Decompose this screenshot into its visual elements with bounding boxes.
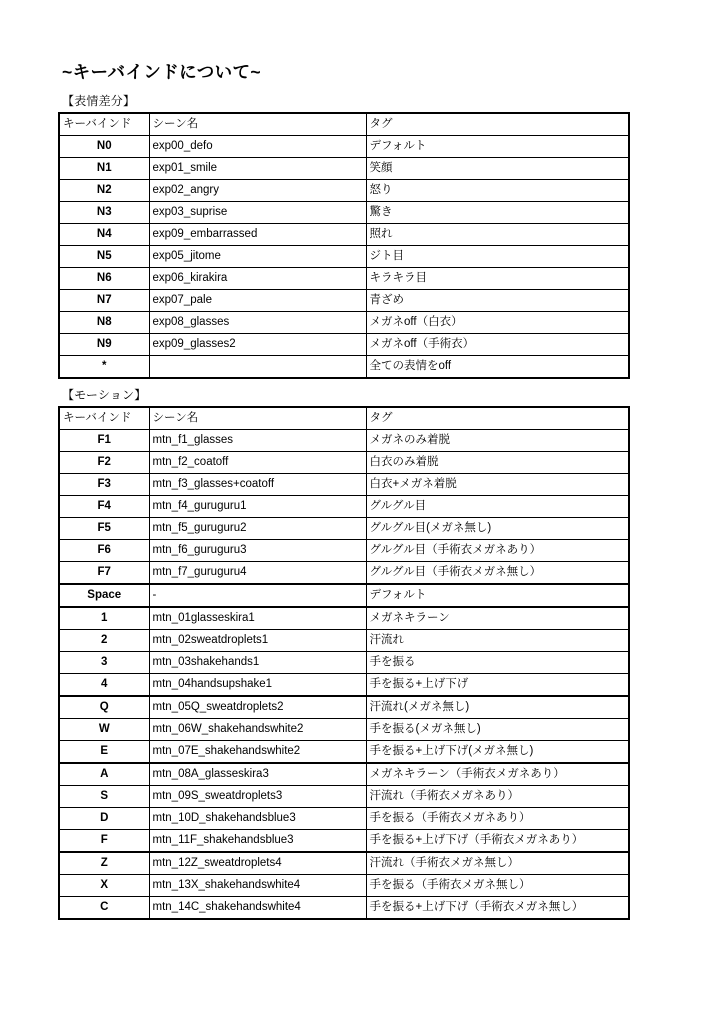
table-row xyxy=(59,180,629,202)
scene-name-cell: exp03_suprise xyxy=(149,202,366,224)
scene-name-cell: - xyxy=(149,584,366,607)
table-row xyxy=(59,584,629,607)
keybind-cell: W xyxy=(59,719,149,741)
keybind-cell: * xyxy=(59,356,149,379)
scene-name-cell: mtn_f2_coatoff xyxy=(149,452,366,474)
keybind-cell: Space xyxy=(59,584,149,607)
scene-name-cell: mtn_04handsupshake1 xyxy=(149,674,366,697)
tag-cell: 手を振る（手術衣メガネ無し） xyxy=(366,875,629,897)
tag-cell: グルグル目(メガネ無し) xyxy=(366,518,629,540)
keybind-cell: 3 xyxy=(59,652,149,674)
keybind-cell: N4 xyxy=(59,224,149,246)
table-row xyxy=(59,719,629,741)
motion-table-body xyxy=(59,430,629,920)
tag-cell: メガネのみ着脱 xyxy=(366,430,629,452)
keybind-cell: F2 xyxy=(59,452,149,474)
keybind-cell: F5 xyxy=(59,518,149,540)
table-row xyxy=(59,202,629,224)
keybind-cell: F1 xyxy=(59,430,149,452)
tag-cell: 笑顔 xyxy=(366,158,629,180)
keybind-cell: F3 xyxy=(59,474,149,496)
scene-name-cell: exp02_angry xyxy=(149,180,366,202)
tag-cell: 全ての表情をoff xyxy=(366,356,629,379)
tag-cell: メガネoff（白衣） xyxy=(366,312,629,334)
tag-cell: ジト目 xyxy=(366,246,629,268)
keybind-cell: Q xyxy=(59,696,149,719)
tag-cell: 手を振る（手術衣メガネあり） xyxy=(366,808,629,830)
keybind-cell: A xyxy=(59,763,149,786)
scene-name-cell: mtn_01glasseskira1 xyxy=(149,607,366,630)
tag-cell: 白衣+メガネ着脱 xyxy=(366,474,629,496)
table-row xyxy=(59,830,629,853)
scene-name-cell: mtn_f7_guruguru4 xyxy=(149,562,366,585)
keybind-cell: Z xyxy=(59,852,149,875)
keybind-cell: F7 xyxy=(59,562,149,585)
tag-cell: 手を振る+上げ下げ(メガネ無し) xyxy=(366,741,629,764)
table-row xyxy=(59,875,629,897)
keybind-cell: N0 xyxy=(59,136,149,158)
table-row xyxy=(59,741,629,764)
scene-name-cell: mtn_10D_shakehandsblue3 xyxy=(149,808,366,830)
keybind-cell: C xyxy=(59,897,149,920)
tag-cell: 汗流れ（手術衣メガネ無し） xyxy=(366,852,629,875)
scene-name-cell: mtn_13X_shakehandswhite4 xyxy=(149,875,366,897)
scene-name-cell: mtn_09S_sweatdroplets3 xyxy=(149,786,366,808)
tag-cell: 白衣のみ着脱 xyxy=(366,452,629,474)
keybind-cell: N2 xyxy=(59,180,149,202)
table-row xyxy=(59,518,629,540)
scene-name-cell: exp06_kirakira xyxy=(149,268,366,290)
table-row xyxy=(59,808,629,830)
scene-name-cell: mtn_12Z_sweatdroplets4 xyxy=(149,852,366,875)
scene-name-cell: mtn_07E_shakehandswhite2 xyxy=(149,741,366,764)
section-label-motion: 【モーション】 xyxy=(62,388,147,403)
scene-name-cell: exp07_pale xyxy=(149,290,366,312)
keybind-cell: N9 xyxy=(59,334,149,356)
table-row xyxy=(59,268,629,290)
scene-name-cell: mtn_f1_glasses xyxy=(149,430,366,452)
expression-table-body xyxy=(59,136,629,379)
section-label-expressions: 【表情差分】 xyxy=(62,94,136,109)
tag-cell: 手を振る(メガネ無し) xyxy=(366,719,629,741)
table-row xyxy=(59,897,629,920)
table-row xyxy=(59,652,629,674)
scene-name-cell: mtn_f4_guruguru1 xyxy=(149,496,366,518)
keybind-cell: N1 xyxy=(59,158,149,180)
tag-cell: グルグル目（手術衣メガネ無し） xyxy=(366,562,629,585)
scene-name-cell: mtn_02sweatdroplets1 xyxy=(149,630,366,652)
scene-name-cell: exp09_embarrassed xyxy=(149,224,366,246)
table-row xyxy=(59,474,629,496)
table-row xyxy=(59,496,629,518)
scene-name-cell: mtn_f3_glasses+coatoff xyxy=(149,474,366,496)
table-row xyxy=(59,607,629,630)
column-header-keybind: キーバインド xyxy=(59,113,149,136)
table-row xyxy=(59,430,629,452)
tag-cell: グルグル目（手術衣メガネあり） xyxy=(366,540,629,562)
scene-name-cell: mtn_f6_guruguru3 xyxy=(149,540,366,562)
table-row xyxy=(59,356,629,379)
scene-name-cell: mtn_03shakehands1 xyxy=(149,652,366,674)
scene-name-cell: mtn_14C_shakehandswhite4 xyxy=(149,897,366,920)
scene-name-cell: exp00_defo xyxy=(149,136,366,158)
tag-cell: 手を振る+上げ下げ（手術衣メガネあり） xyxy=(366,830,629,853)
tag-cell: 汗流れ xyxy=(366,630,629,652)
table-row xyxy=(59,224,629,246)
table-row xyxy=(59,158,629,180)
tag-cell: 手を振る+上げ下げ（手術衣メガネ無し） xyxy=(366,897,629,920)
motion-table xyxy=(58,406,630,920)
table-row xyxy=(59,452,629,474)
scene-name-cell: exp08_glasses xyxy=(149,312,366,334)
keybind-cell: N8 xyxy=(59,312,149,334)
tag-cell: 汗流れ（手術衣メガネあり） xyxy=(366,786,629,808)
tag-cell: 照れ xyxy=(366,224,629,246)
keybind-cell: X xyxy=(59,875,149,897)
scene-name-cell: mtn_11F_shakehandsblue3 xyxy=(149,830,366,853)
keybind-cell: 1 xyxy=(59,607,149,630)
scene-name-cell: exp05_jitome xyxy=(149,246,366,268)
expression-table xyxy=(58,112,630,379)
tag-cell: 青ざめ xyxy=(366,290,629,312)
table-row xyxy=(59,136,629,158)
tag-cell: キラキラ目 xyxy=(366,268,629,290)
keybind-cell: 4 xyxy=(59,674,149,697)
keybind-cell: D xyxy=(59,808,149,830)
keybind-cell: F4 xyxy=(59,496,149,518)
tag-cell: グルグル目 xyxy=(366,496,629,518)
keybind-cell: F6 xyxy=(59,540,149,562)
column-header-scene: シーン名 xyxy=(149,113,366,136)
table-row xyxy=(59,312,629,334)
keybind-cell: F xyxy=(59,830,149,853)
column-header-scene: シーン名 xyxy=(149,407,366,430)
table-row xyxy=(59,852,629,875)
tag-cell: メガネキラーン xyxy=(366,607,629,630)
scene-name-cell: exp09_glasses2 xyxy=(149,334,366,356)
keybind-cell: E xyxy=(59,741,149,764)
keybind-cell: 2 xyxy=(59,630,149,652)
column-header-keybind: キーバインド xyxy=(59,407,149,430)
tag-cell: デフォルト xyxy=(366,136,629,158)
column-header-tag: タグ xyxy=(366,113,629,136)
tag-cell: 驚き xyxy=(366,202,629,224)
table-row xyxy=(59,290,629,312)
scene-name-cell: mtn_05Q_sweatdroplets2 xyxy=(149,696,366,719)
keybind-cell: N5 xyxy=(59,246,149,268)
tag-cell: 手を振る+上げ下げ xyxy=(366,674,629,697)
table-header-row xyxy=(59,113,629,136)
table-row xyxy=(59,246,629,268)
table-row xyxy=(59,562,629,585)
scene-name-cell: mtn_f5_guruguru2 xyxy=(149,518,366,540)
table-row xyxy=(59,674,629,697)
tag-cell: デフォルト xyxy=(366,584,629,607)
table-row xyxy=(59,786,629,808)
table-row xyxy=(59,630,629,652)
tag-cell: 汗流れ(メガネ無し) xyxy=(366,696,629,719)
scene-name-cell: exp01_smile xyxy=(149,158,366,180)
scene-name-cell: mtn_06W_shakehandswhite2 xyxy=(149,719,366,741)
column-header-tag: タグ xyxy=(366,407,629,430)
tag-cell: 怒り xyxy=(366,180,629,202)
page-title: ~キーバインドについて~ xyxy=(62,62,262,82)
keybind-cell: N7 xyxy=(59,290,149,312)
table-row xyxy=(59,334,629,356)
tag-cell: 手を振る xyxy=(366,652,629,674)
table-row xyxy=(59,763,629,786)
scene-name-cell: mtn_08A_glasseskira3 xyxy=(149,763,366,786)
tag-cell: メガネキラーン（手術衣メガネあり） xyxy=(366,763,629,786)
keybind-cell: S xyxy=(59,786,149,808)
scene-name-cell xyxy=(149,356,366,379)
table-row xyxy=(59,540,629,562)
keybind-cell: N6 xyxy=(59,268,149,290)
table-row xyxy=(59,696,629,719)
keybind-cell: N3 xyxy=(59,202,149,224)
tag-cell: メガネoff（手術衣） xyxy=(366,334,629,356)
table-header-row xyxy=(59,407,629,430)
